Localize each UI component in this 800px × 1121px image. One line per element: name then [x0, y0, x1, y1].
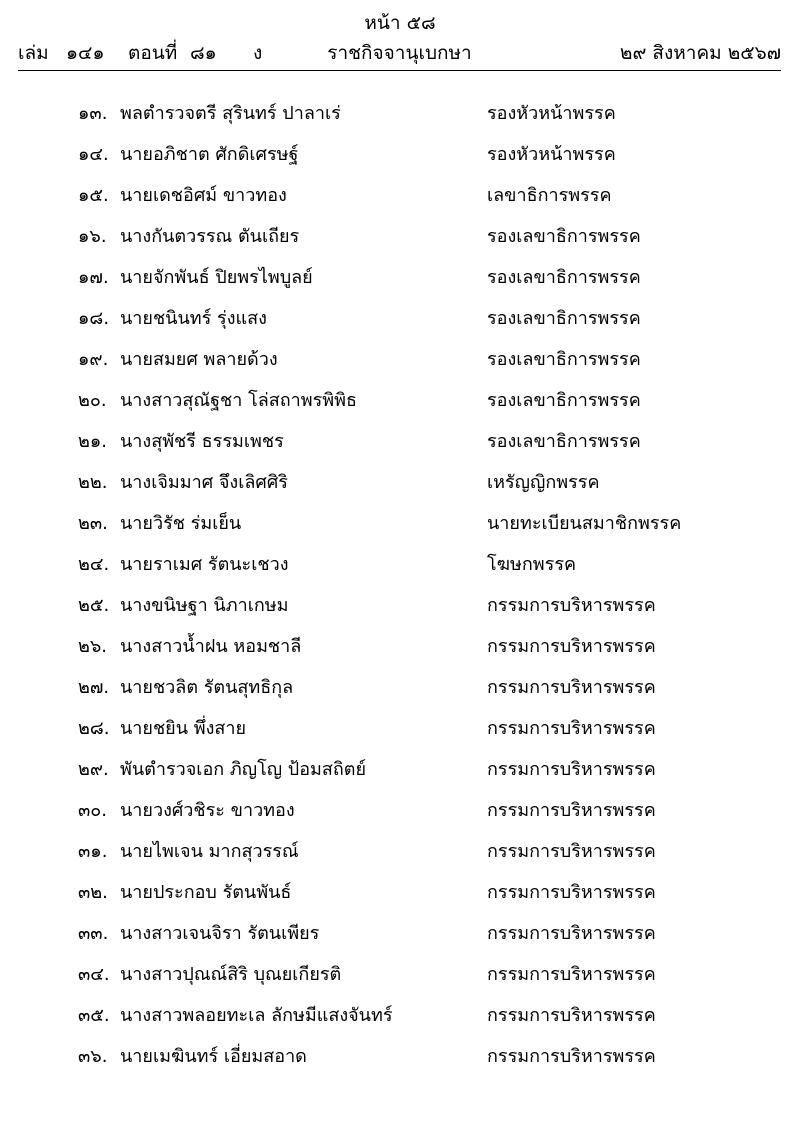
entry-name: นายจักพันธ์ ปิยพรไพบูลย์: [120, 267, 313, 288]
entry-position: รองเลขาธิการพรรค: [487, 226, 641, 247]
entry-number: ๑๙.: [78, 349, 109, 370]
entry-position: รองเลขาธิการพรรค: [487, 390, 641, 411]
entry-name: นายสมยศ พลายด้วง: [120, 349, 278, 370]
entry-number: ๒๙.: [78, 759, 109, 780]
list-item: [0, 256, 800, 297]
entry-position: กรรมการบริหารพรรค: [487, 636, 656, 657]
list-item: [0, 215, 800, 256]
entry-position: กรรมการบริหารพรรค: [487, 923, 656, 944]
entry-position: รองเลขาธิการพรรค: [487, 431, 641, 452]
entry-name: นางสาวสุณัฐชา โล่สถาพรพิพิธ: [120, 390, 358, 411]
entry-number: ๒๖.: [78, 636, 108, 657]
entry-number: ๒๔.: [78, 554, 110, 575]
entry-number: ๑๓.: [78, 103, 108, 124]
list-item: [0, 748, 800, 789]
entry-position: กรรมการบริหารพรรค: [487, 759, 656, 780]
entry-number: ๓๒.: [78, 882, 108, 903]
entry-number: ๓๖.: [78, 1046, 108, 1067]
list-item: [0, 502, 800, 543]
entry-name: นายชยิน พึ่งสาย: [120, 718, 247, 739]
entry-name: นางสาวน้ำฝน หอมชาลี: [120, 636, 302, 657]
entry-name: นางสาวปุณณ์สิริ บุณยเกียรติ: [120, 964, 342, 985]
entry-number: ๒๐.: [78, 390, 107, 411]
list-item: [0, 543, 800, 584]
entry-number: ๑๔.: [78, 144, 109, 165]
section-label: ตอนที่: [128, 42, 178, 64]
entry-number: ๓๓.: [78, 923, 109, 944]
entry-position: กรรมการบริหารพรรค: [487, 718, 656, 739]
list-item: [0, 830, 800, 871]
entry-name: นายประกอบ รัตนพันธ์: [120, 882, 292, 903]
entry-position: รองหัวหน้าพรรค: [487, 103, 616, 124]
list-item: [0, 1035, 800, 1076]
gazette-header: [18, 38, 781, 70]
entry-number: ๒๘.: [78, 718, 110, 739]
header-divider: [18, 70, 781, 71]
member-list: [0, 92, 800, 1076]
list-item: [0, 92, 800, 133]
entry-name: นายชนินทร์ รุ่งแสง: [120, 308, 267, 329]
list-item: [0, 912, 800, 953]
volume-label: เล่ม: [18, 42, 49, 64]
entry-position: กรรมการบริหารพรรค: [487, 964, 656, 985]
entry-position: เหรัญญิกพรรค: [487, 472, 600, 493]
entry-position: รองเลขาธิการพรรค: [487, 349, 641, 370]
list-item: [0, 871, 800, 912]
entry-name: นางกันตวรรณ ตันเถียร: [120, 226, 300, 247]
entry-position: รองเลขาธิการพรรค: [487, 308, 641, 329]
entry-position: เลขาธิการพรรค: [487, 185, 612, 206]
entry-position: กรรมการบริหารพรรค: [487, 800, 656, 821]
section-type: ง: [253, 42, 263, 64]
entry-number: ๒๒.: [78, 472, 108, 493]
entry-position: กรรมการบริหารพรรค: [487, 1046, 656, 1067]
list-item: [0, 297, 800, 338]
entry-position: กรรมการบริหารพรรค: [487, 1005, 656, 1026]
entry-position: กรรมการบริหารพรรค: [487, 595, 656, 616]
entry-position: รองเลขาธิการพรรค: [487, 267, 641, 288]
entry-name: นายวงศ์วชิระ ขาวทอง: [120, 800, 295, 821]
entry-number: ๑๕.: [78, 185, 109, 206]
list-item: [0, 379, 800, 420]
gazette-title: ราชกิจจานุเบกษา: [327, 42, 472, 64]
list-item: [0, 174, 800, 215]
list-item: [0, 461, 800, 502]
entry-position: กรรมการบริหารพรรค: [487, 882, 656, 903]
entry-number: ๑๘.: [78, 308, 110, 329]
entry-number: ๒๗.: [78, 677, 110, 698]
entry-number: ๒๕.: [78, 595, 110, 616]
list-item: [0, 338, 800, 379]
entry-position: นายทะเบียนสมาชิกพรรค: [487, 513, 682, 534]
entry-number: ๓๐.: [78, 800, 108, 821]
list-item: [0, 666, 800, 707]
entry-name: พลตำรวจตรี สุรินทร์ ปาลาเร่: [120, 103, 341, 124]
entry-name: นายไพเจน มากสุวรรณ์: [120, 841, 299, 862]
list-item: [0, 133, 800, 174]
entry-name: นายวิรัช ร่มเย็น: [120, 513, 242, 534]
page-number: หน้า ๕๘: [364, 12, 436, 34]
entry-number: ๓๑.: [78, 841, 108, 862]
list-item: [0, 789, 800, 830]
entry-name: นายชวลิต รัตนสุทธิกุล: [120, 677, 294, 698]
entry-position: รองหัวหน้าพรรค: [487, 144, 616, 165]
list-item: [0, 420, 800, 461]
entry-number: ๓๕.: [78, 1005, 110, 1026]
entry-name: นายเดชอิศม์ ขาวทอง: [120, 185, 287, 206]
entry-name: นายเมฆินทร์ เอี่ยมสอาด: [120, 1046, 307, 1067]
volume-number: ๑๔๑: [66, 42, 105, 64]
list-item: [0, 625, 800, 666]
entry-name: นางสุพัชรี ธรรมเพชร: [120, 431, 284, 452]
entry-number: ๓๔.: [78, 964, 110, 985]
entry-name: นายอภิชาต ศักดิเศรษฐ์: [120, 144, 299, 165]
entry-name: พันตำรวจเอก ภิญโญ ป้อมสถิตย์: [120, 759, 367, 780]
entry-name: นางเจิมมาศ จึงเลิศศิริ: [120, 472, 288, 493]
entry-name: นางขนิษฐา นิภาเกษม: [120, 595, 289, 616]
entry-number: ๒๑.: [78, 431, 108, 452]
entry-position: โฆษกพรรค: [487, 554, 577, 575]
list-item: [0, 707, 800, 748]
entry-position: กรรมการบริหารพรรค: [487, 841, 656, 862]
list-item: [0, 584, 800, 625]
entry-position: กรรมการบริหารพรรค: [487, 677, 656, 698]
entry-name: นายราเมศ รัตนะเชวง: [120, 554, 289, 575]
section-number: ๘๑: [190, 42, 217, 64]
entry-name: นางสาวเจนจิรา รัตนเพียร: [120, 923, 320, 944]
publication-date: ๒๙ สิงหาคม ๒๕๖๗: [619, 42, 781, 64]
entry-name: นางสาวพลอยทะเล ลักษมีแสงจันทร์: [120, 1005, 393, 1026]
entry-number: ๑๗.: [78, 267, 109, 288]
entry-number: ๒๓.: [78, 513, 108, 534]
list-item: [0, 994, 800, 1035]
list-item: [0, 953, 800, 994]
entry-number: ๑๖.: [78, 226, 107, 247]
